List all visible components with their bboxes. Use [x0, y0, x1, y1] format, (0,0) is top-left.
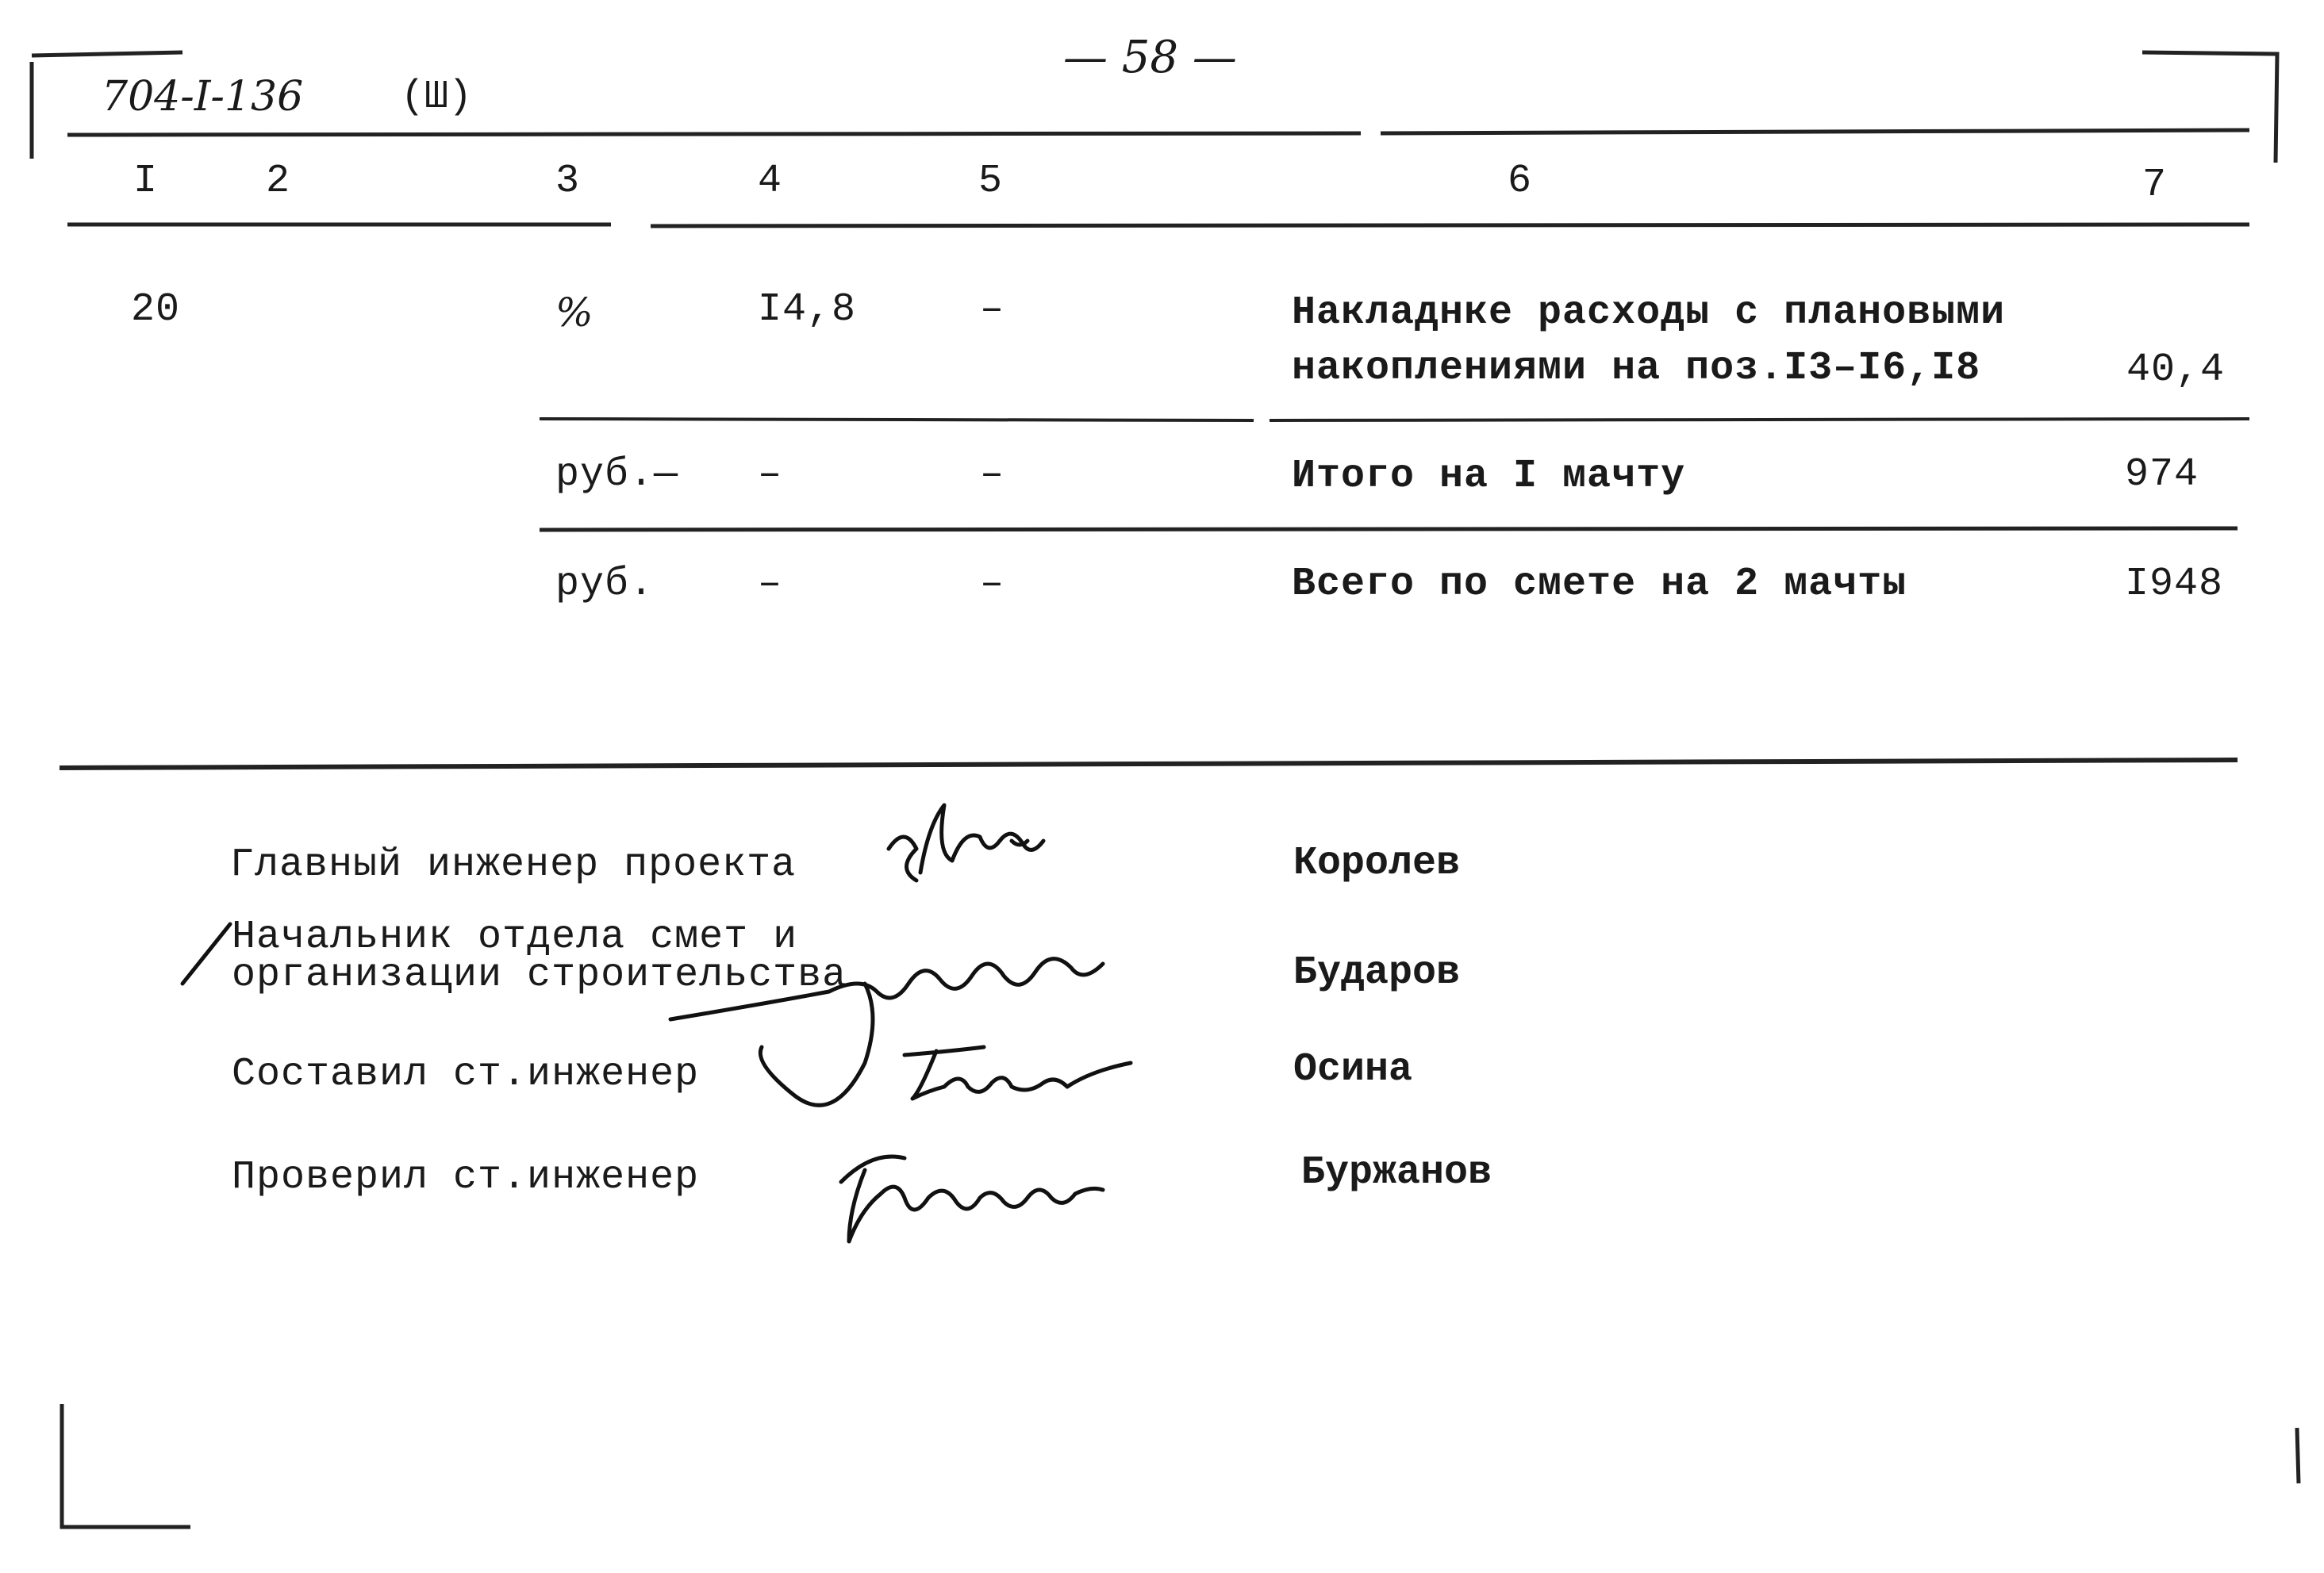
table-row-3-amount: I948	[2125, 562, 2224, 607]
table-row-1-description-line1: Накладнке расходы с плановыми	[1292, 290, 2006, 336]
column-number-6: 6	[1508, 159, 1532, 204]
signature-1-scribble	[889, 805, 1043, 880]
table-row-3-unit: руб.	[555, 562, 655, 607]
page-number: — 58 —	[1063, 32, 1237, 83]
column-number-5: 5	[978, 159, 1003, 204]
signature-name-compiled-by: Осина	[1293, 1047, 1413, 1092]
table-row-1-col5: –	[980, 287, 1005, 332]
table-row-3-description: Всего по смете на 2 мачты	[1292, 562, 1907, 607]
table-row-1-rate: I4,8	[758, 287, 857, 332]
column-number-3: 3	[555, 159, 580, 204]
signature-role-department-head-line1: Начальник отдела смет и	[232, 915, 798, 960]
signature-name-chief-engineer: Королев	[1293, 841, 1461, 886]
signature-4-scribble	[841, 1157, 1103, 1241]
signature-role-checked-by: Проверил ст.инженер	[232, 1155, 700, 1200]
table-row-1-amount: 40,4	[2126, 347, 2226, 393]
signature-2-scribble	[182, 924, 1103, 1105]
document-code: 704-I-136	[102, 73, 304, 121]
signature-3-scribble	[905, 1047, 1131, 1099]
table-row-1-description-line2: накоплениями на поз.I3–I6,I8	[1292, 346, 1981, 391]
table-row-2-col5: –	[980, 452, 1005, 497]
signature-role-department-head-line2: организации строительства	[232, 953, 847, 998]
table-row-2-col4: –	[758, 452, 783, 497]
column-number-1: I	[133, 159, 158, 204]
table-row-2-unit: руб.—	[555, 452, 679, 497]
table-row-1-position: 20	[131, 287, 181, 332]
signature-name-department-head: Бударов	[1293, 950, 1461, 996]
table-row-3-col5: –	[980, 562, 1005, 607]
table-row-2-amount: 974	[2125, 452, 2199, 497]
table-row-3-col4: –	[758, 562, 783, 607]
column-number-7: 7	[2142, 163, 2167, 208]
column-number-4: 4	[758, 159, 782, 204]
signature-name-checked-by: Буржанов	[1301, 1150, 1492, 1195]
table-row-2-description: Итого на I мачту	[1292, 454, 1686, 499]
signature-role-compiled-by: Составил ст.инженер	[232, 1052, 700, 1097]
signature-role-chief-engineer: Главный инженер проекта	[230, 842, 797, 888]
column-number-2: 2	[266, 159, 290, 204]
document-part: (Ш)	[401, 75, 473, 120]
table-row-1-unit: %	[555, 290, 594, 336]
